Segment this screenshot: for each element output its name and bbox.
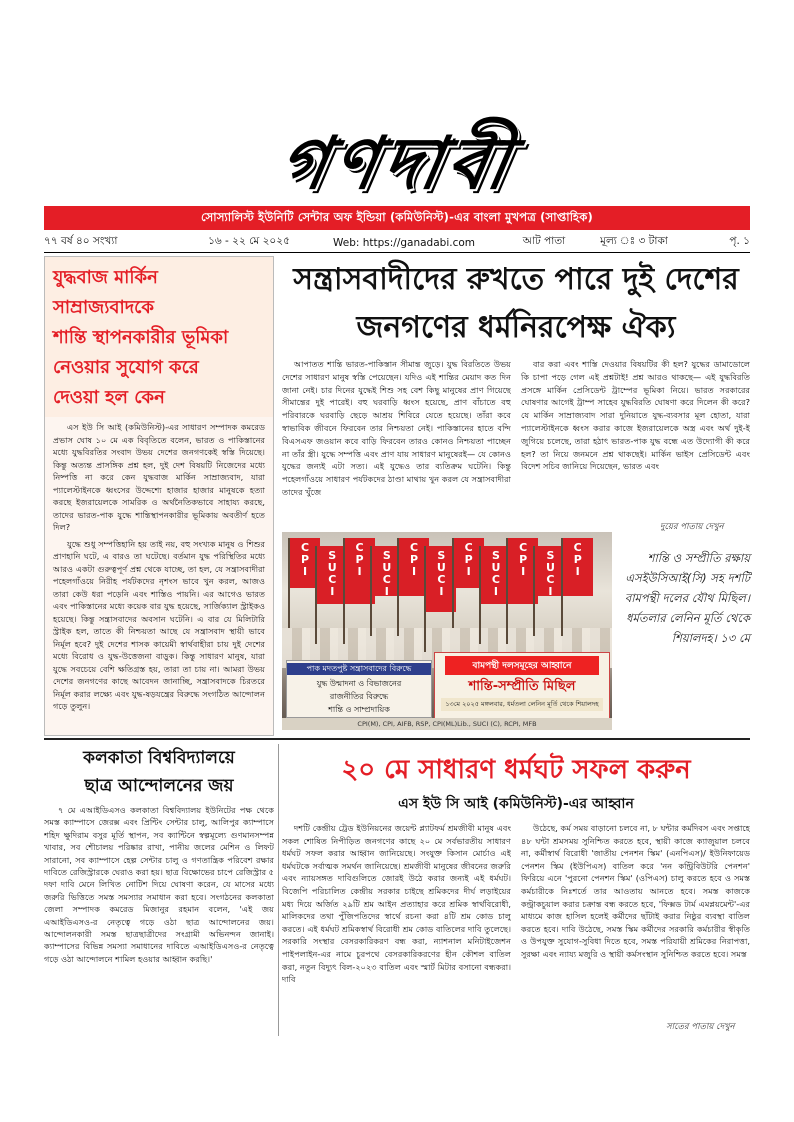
left-banner-line: শান্তি ও সাম্প্রদায়িক <box>328 705 390 714</box>
party-flag: C P I <box>563 538 593 596</box>
section-divider <box>44 738 750 740</box>
headline-line: শান্তি স্থাপনকারীর ভূমিকা <box>53 327 229 348</box>
continued-link[interactable]: সাতের পাতায় দেখুন <box>666 1022 735 1032</box>
party-flag: S U C I <box>535 546 565 596</box>
issue-info-bar <box>44 233 750 253</box>
paragraph: উঠেছে, কর্ম সময় বাড়ানো চলবে না, ৮ ঘন্টার কর্মদিবস এবং সপ্তাহে ৪৮ ঘন্টা শ্রমসময় সুনিশ্চিত করতে হবে, স্থায়ী কাজে ক্যাজুয়াল চলবে না, কর্মীস্বার্থ বিরোধী 'জাতীয় পেনশন স্কিম' (এনপিএস)/ ইউনিফায়েড পেনশন স্কিম (ইউপিএস) বাতিল করে 'নন কন্ট্রিবিউটরি পেনশন' ফিরিয়ে এনে 'পুরনো পেনশন স্কিম' (ওপিএস) চালু করতে হবে ও সমস্ত কর্মচারীকে নিঃশর্তে তার আওতায় আনতে হবে। সমস্ত কাজকে কন্ট্রাকচুয়াল করার চক্রান্ত বন্ধ করতে হবে, 'ফিক্সড টার্ম এমপ্লয়মেন্ট'-এর মাধ্যমে কাজ হাসিল হলেই কর্মীদের ছাঁটাই করার নিষ্ঠুর ব্যবস্থা বাতিল করতে হবে। দাবি উঠেছে, সমস্ত স্কিম কর্মীদের সরকারি কর্মচারীর স্বীকৃতি ও উপযুক্ত সুযোগ-সুবিধা দিতে হবে, সমস্ত পরিযায়ী শ্রমিকের নিরাপত্তা, সুরক্ষা এবং ন্যায্য মজুরি ও স্থায়ী কর্মসংস্থান সুনিশ্চিত করতে হবে। সমস্ত <box>521 823 750 959</box>
strike-story-body <box>282 822 750 1018</box>
tagline: সোস্যালিস্ট ইউনিটি সেন্টার অফ ইন্ডিয়া (কমিউনিস্ট)-এর বাংলা মুখপত্র (সাপ্তাহিক) <box>201 209 593 224</box>
strike-headline-text: ২০ মে সাধারণ ধর্মঘট সফল করুন <box>341 755 691 785</box>
column-divider <box>278 744 279 1036</box>
banner-title: বামপন্থী দলসমূহের আহ্বানে <box>445 656 599 675</box>
paragraph: এস ইউ সি আই (কমিউনিস্ট)-এর সাধারণ সম্পাদক কমরেড প্রভাস ঘোষ ১০ মে এক বিবৃতিতে বলেন, ভারত ও পাকিস্তানের মধ্যে যুদ্ধবিরতির সংবাদ উভয় দেশের জনগণকেই স্বস্তি দিয়েছে। কিন্তু অত্যন্ত প্রাসঙ্গিক প্রশ্ন হল, দুই দেশ বিষয়টি নিজেদের মধ্যে নিষ্পত্তি না করে কেন যুদ্ধবাজ মার্কিন সাম্রাজ্যবাদ, যারা প্যালেস্টাইনকে ধ্বংসের উদ্দেশ্যে হাজার হাজার মানুষকে হত্যা করছে ইজরায়েলকে সামরিক ও অর্থনৈতিকভাবে সাহায্য করছে, তাদের ভারত-পাক যুদ্ধে শান্তিস্থাপনকারীর ভূমিকায় অবতীর্ণ হতে দিল? <box>53 422 265 532</box>
paragraph: দশটি কেন্দ্রীয় ট্রেড ইউনিয়নের জয়েন্ট প্ল্যাটফর্ম শ্রমজীবী মানুষ এবং সকল শোষিত নিপীড়িত জনগণের কাছে ২০ মে সর্বভারতীয় সাধারণ ধর্মঘট সফল করার আহ্বান জানিয়েছে। সংযুক্ত কিসান মোর্চাও এই ধর্মঘটকে সর্বাত্মক সমর্থন জানিয়েছে। শ্রমজীবী মানুষের জীবনের জরুরি এবং ন্যায়সঙ্গত দাবিগুলিতে জোরই উঠে করার জন্যই এই ধর্মঘট। বিজেপি পরিচালিত কেন্দ্রীয় সরকার চাইছে শ্রমিকদের দীর্ঘ লড়াইয়ের মধ্য দিয়ে অর্জিত ২৯টি শ্রম আইন প্রত্যাহার করে শ্রমিক স্বার্থবিরোধী, মালিকদের তথা পুঁজিপতিদের স্বার্থে রচনা করা ৪টি শ্রম কোড চালু করতে। এই ধর্মঘট শ্রমিকস্বার্থ বিরোধী শ্রম কোড বাতিলের দাবি তুলেছে। সরকারি সংস্থার বেসরকারিকরণ বন্ধ করা, ন্যাশনাল মনিটাইজেশন পাইপলাইন-এর নামে চুরপথে বেসরকারিকরণের হীন কৌশল বাতিল করা, নতুন বিদ্যুৎ বিল-২০২৩ বাতিল এবং স্মার্ট মিটার বসানো বন্ধকরা। দাবি <box>282 823 511 985</box>
main-story-column <box>282 358 511 520</box>
photo-caption: শান্তি ও সম্প্রীতি রক্ষায় এসইউসিআই(সি) সহ দশটি বামপন্থী দলের যৌথ মিছিল। ধর্মতলার লেনিন মূর্তি থেকে শিয়ালদহ। ১৩ মে <box>624 551 750 645</box>
page-number: পৃ. ১ <box>729 235 750 247</box>
party-flag: S U C I <box>481 546 511 604</box>
banner-main-text: শান্তি-সম্প্রীতি মিছিল <box>468 679 576 694</box>
main-headline-line1: সন্ত্রাসবাদীদের রুখতে পারে দুই দেশের <box>293 262 739 297</box>
page-count: আট পাতা <box>522 235 566 247</box>
party-flag: S U C I <box>426 546 456 612</box>
party-flag: C P I <box>345 538 375 604</box>
left-banner-top: পাক মদতপুষ্ট সন্ত্রাসবাদের বিরুদ্ধে <box>287 663 431 675</box>
tagline-bar <box>44 206 750 230</box>
left-story-headline <box>45 257 273 417</box>
strike-subheadline: এস ইউ সি আই (কমিউনিস্ট)-এর আহ্বান <box>398 796 634 812</box>
party-flag: C P I <box>508 538 538 604</box>
main-headline <box>282 256 750 356</box>
issue-number: ৭৭ বর্ষ ৪০ সংখ্যা <box>44 235 118 247</box>
banner-subtext: ১৩মে ২০২৫ মঙ্গলবার, ধর্মতলা লেনিন মূর্তি থেকে শিয়ালদহ <box>441 698 603 711</box>
paragraph: বার করা এবং শাস্তি দেওয়ার বিষয়টির কী হল? যুদ্ধের ডামাডোলে কি চাপা পড়ে গেল এই প্রশ্নটাই! প্রশ্ন আরও থাকছে— এই যুদ্ধবিরতি প্রসঙ্গে মার্কিন প্রেসিডেন্ট ট্রাম্পের ভূমিকা নিয়ে। ভারত সরকারের ঘোষণার আগেই ট্রাম্প সাহেব যুদ্ধবিরতি ঘোষণা করে দিলেন কী করে? যে মার্কিন সাম্রাজ্যবাদ সারা দুনিয়াতে যুদ্ধ-ব্যবসার মূল হোতা, যারা প্যালেস্টাইনকে ধ্বংস করার কাজে ইজরায়েলকে অস্ত্র এবং অর্থ দুই-ই জুগিয়ে চলেছে, তারা হঠাৎ ভারত-পাক যুদ্ধ বন্ধে এত উদ্যোগী কী করে হল? তা নিয়ে জনমনে প্রশ্ন থাকছেই। মার্কিন ভাইস প্রেসিডেন্ট এবং বিদেশ সচিব জানিয়ে দিয়েছেন, ভারত এবং <box>521 359 750 472</box>
paragraph: যুদ্ধে শুধু সম্পত্তিহানি হয় তাই নয়, বহু সংখ্যক মানুষ ও শিশুর প্রাণহানি ঘটে, এ বারও তা ঘটেছে। বর্তমান যুদ্ধ পরিস্থিতির মধ্যে আরও একটা গুরুত্বপূর্ণ প্রশ্ন থেকে যাচ্ছে, তা হল, যে সন্ত্রাসবাদীরা পহেলগাঁওয়ে নিরীহ পর্যটকদের নৃশংস ভাবে খুন করল, আজও তারা কেউ ধরা পড়েনি এবং শাস্তিও পায়নি। এর আগেও ভারত এবং পাকিস্তানের মধ্যে কয়েক বার যুদ্ধ হয়েছে, সার্জিক্যাল স্ট্রাইকও হয়েছে। কিন্তু সন্ত্রাসবাদের অবসান ঘটেনি। এ বার যে মিলিটারি স্ট্রাইক হল, তাতে কী নিশ্চয়তা আছে যে সন্ত্রাসবাদ স্থায়ী ভাবে নির্মূল হবে? দুই দেশের শাসক কায়েমী স্বার্থবাহীরা চায় দুই দেশের মধ্যে বিরোধ ও যুদ্ধ-উত্তেজনা বাড়ুক। কিন্তু সাধারণ মানুষ, যারা যুদ্ধে সবচেয়ে বেশি ক্ষতিগ্রস্ত হয়, তারা তা চায় না। আমরা উভয় দেশের জনগণের কাছে আবেদন জানাচ্ছি, সন্ত্রাসবাদকে চিরতরে নির্মূল করার লক্ষ্যে এবং যুদ্ধ-ষড়যন্ত্রের বিরুদ্ধে সংগঠিত আন্দোলন গড়ে তুলুন। <box>53 538 265 711</box>
website-link[interactable]: Web: https://ganadabi.com <box>332 236 476 249</box>
masthead <box>44 118 750 208</box>
main-headline-line2: জনগণের ধর্মনিরপেক্ষ ঐক্য <box>356 310 676 345</box>
bottom-left-body <box>44 804 274 1036</box>
left-banner-line: যুদ্ধ উন্মাদনা ও বিভাজনের <box>316 679 402 688</box>
strike-story-column <box>521 822 750 1018</box>
left-story-box <box>44 256 274 736</box>
bottom-left-headline <box>44 744 274 804</box>
party-flag: S U C I <box>317 546 347 604</box>
paragraph: আপাতত শান্তি ভারত-পাকিস্তান সীমান্ত জুড়ে। যুদ্ধ বিরতিতে উভয় দেশের সাধারণ মানুষ স্বস্তি পেয়েছেন। যদিও এই শান্তির মেয়াদ কত দিন জানা নেই। চার দিনের যুদ্ধেই শিশু সহ বেশ কিছু মানুষের প্রাণ গিয়েছে সীমান্তের দুই পারেই। বহু ঘরবাড়ি ধ্বংস হয়েছে, প্রাণ বাঁচাতে বহু পরিবারকে ঘরবাড়ি ছেড়ে আশ্রয় শিবিরে যেতে হয়েছে। তাঁরা কবে স্বাভাবিক জীবনে ফিরবেন তার নিশ্চয়তা নেই। পাকিস্তানের হাতে বন্দি বিএসএফ জওয়ান কবে বাড়ি ফিরবেন তারও কোনও নিশ্চয়তা পাচ্ছেন না তাঁর স্ত্রী। যুদ্ধে সম্পত্তি এবং প্রাণ যায় সাধারণ মানুষেরই— যে কোনও যুদ্ধের জন্যই এটা সত্য। এই যুদ্ধেও তার ব্যতিক্রম ঘটেনি। কিন্তু পহেলগাঁওয়ে সাধারণ পর্যটকদের ঠাণ্ডা মাথায় খুন করল যে সন্ত্রাসবাদীরা তাদের খুঁজে <box>282 359 511 497</box>
main-story-body <box>282 358 750 520</box>
paragraph: ৭ মে এআইডিএসও কলকাতা বিশ্ববিদ্যালয় ইউনিটের পক্ষ থেকে সমস্ত ক্যাম্পাসে জেরক্স এবং প্রিন্টিং সেন্টার চালু, আলিপুর ক্যাম্পাসে শহিদ ক্ষুদিরাম বসুর মূর্তি স্থাপন, সব ক্যান্টিনে স্বল্পমূল্যে গুণমানসম্পন্ন খাবার, সব শৌচালয় পরিষ্কার রাখা, পানীয় জলের মেশিন ও লিফট সারানো, সব ক্যাম্পাসে হেল্প সেন্টার চালু ও গণতান্ত্রিক পরিবেশ রক্ষার দাবিতে রেজিস্ট্রারকে ঘেরাও করা হয়। ছাত্র বিক্ষোভের চাপে রেজিস্ট্রার ৫ দফা দাবি মেনে লিখিত নোটিশ দিয়ে ঘোষণা করেন, যে মাসের মধ্যে জরুরি ভিত্তিতে সমস্ত সমস্যার সমাধান করা হবে। সংগঠনের কলকাতা জেলা সম্পাদক কমরেড মিজানুর রহমান বলেন, 'এই জয় এআইডিএসও-র নেতৃত্বে গড়ে ওঠা ছাত্র আন্দোলনের জয়। আন্দোলনকারী সমস্ত ছাত্রছাত্রীদের সংগ্রামী অভিনন্দন জানাই। ক্যাম্পাসের বিভিন্ন সমস্যা সমাধানের দাবিতে এআইডিএসও-র নেতৃত্বে গড়ে ওঠা আন্দোলনে শামিল হওয়ার আহ্বান করছি।' <box>44 805 274 964</box>
strike-headline <box>282 748 750 794</box>
left-banner <box>286 660 432 718</box>
party-flag: S U C I <box>372 546 402 596</box>
main-banner <box>434 652 610 726</box>
banner-footer: CPI(M), CPI, AIFB, RSP, CPI(ML)Lib., SUCI (C), RCPI, MFB <box>282 718 612 730</box>
rally-photo <box>282 532 612 730</box>
headline-line: দেওয়া হল কেন <box>53 387 165 408</box>
party-flag: C P I <box>290 538 320 588</box>
masthead-logo: গণদাবী <box>272 120 522 205</box>
headline-line: নেওয়ার সুযোগ করে <box>53 357 199 378</box>
left-banner-line: রাজনীতির বিরুদ্ধে <box>329 692 389 701</box>
headline-line: যুদ্ধবাজ মার্কিন সাম্রাজ্যবাদকে <box>53 267 158 318</box>
headline-line: ছাত্র আন্দোলনের জয় <box>84 776 234 796</box>
party-flag: C P I <box>454 538 484 588</box>
party-flag: C P I <box>399 538 429 596</box>
price: মূল্য ঃ ৩ টাকা <box>600 235 668 247</box>
strike-story-column <box>282 822 511 1018</box>
headline-line: কলকাতা বিশ্ববিদ্যালয়ে <box>83 748 235 768</box>
main-story-column <box>521 358 750 520</box>
left-story-body <box>45 417 273 721</box>
issue-date: ১৬ - ২২ মে ২০২৫ <box>208 235 290 247</box>
continued-link[interactable]: দুয়ের পাতায় দেখুন <box>660 522 724 532</box>
